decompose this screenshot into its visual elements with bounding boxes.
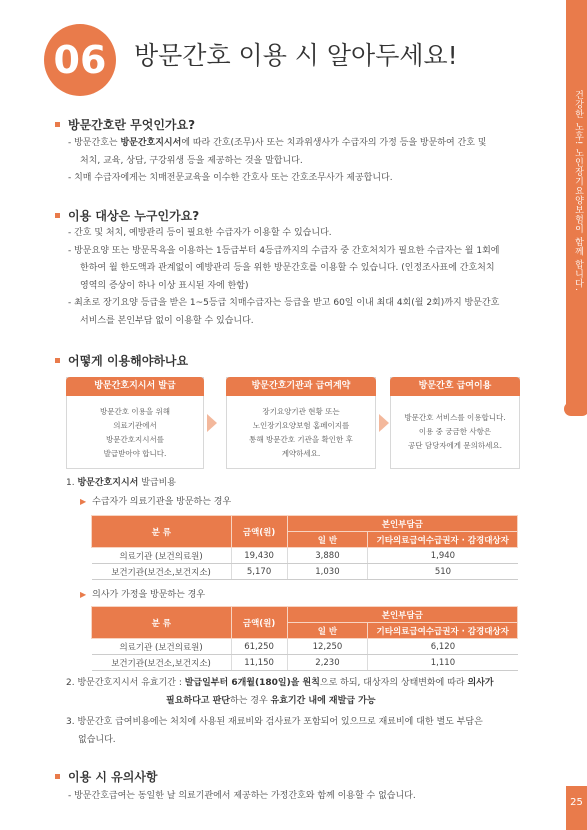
cost-item-2 xyxy=(66,675,536,710)
col-header-amount: 금액(원) xyxy=(231,516,287,548)
cost-table-home-visit xyxy=(91,606,518,671)
table-cell: 11,150 xyxy=(231,655,287,671)
table-cell: 6,120 xyxy=(368,639,518,655)
text: 최초로 장기요양 등급을 받은 1~5등급 치매수급자는 등급을 받고 60일 이내 최대 4회(월 2회)까지 방문간호 xyxy=(74,298,500,308)
what-paragraph xyxy=(68,135,538,188)
table-cell: 1,030 xyxy=(287,564,368,580)
flow-step-body xyxy=(391,411,519,453)
text: 으로 하되, 대상자의 상태변화에 따라 xyxy=(319,678,468,688)
item-number: 1. xyxy=(66,478,75,488)
text: 없습니다. xyxy=(78,734,116,745)
bold-text: 필요하다고 판단 xyxy=(166,695,230,706)
page-number-box xyxy=(566,786,587,830)
text: 노인장기요양보험 홈페이지를 xyxy=(252,421,350,430)
who-line xyxy=(68,260,543,278)
bullet-icon xyxy=(55,213,60,218)
text: 발급비용 xyxy=(138,478,176,488)
text: 방문간호 이용을 위해 xyxy=(100,407,170,416)
table-cell: 의료기관 (보건의료원) xyxy=(92,548,232,564)
table-header-row xyxy=(92,516,518,532)
bold-text: 방문간호지시서 xyxy=(120,138,182,148)
table-cell: 12,250 xyxy=(287,639,368,655)
col-header-amount: 금액(원) xyxy=(231,607,287,639)
what-line: - 치매 수급자에게는 치매전문교육을 이수한 간호사 또는 간호조무사가 제공합니다. xyxy=(68,173,393,183)
table-cell: 61,250 xyxy=(231,639,287,655)
flow-step-body xyxy=(67,405,203,461)
col-header-category: 분 류 xyxy=(92,607,232,639)
notes-line: - 방문간호급여는 동일한 날 의료기관에서 제공하는 가정간호와 함께 이용할 수 없습니다. xyxy=(68,791,416,801)
text: 한하여 월 한도액과 관계없이 예방관리 등을 위한 방문간호를 이용할 수 있습니다. (인정조사표에 간호처치 xyxy=(80,263,495,273)
bullet-icon xyxy=(55,358,60,363)
section-heading-notes xyxy=(55,768,158,785)
text: 서비스를 본인부담 없이 이용할 수 있습니다. xyxy=(80,315,254,326)
text: 방문간호는 xyxy=(74,138,121,148)
text: 장기요양기관 현황 또는 xyxy=(262,407,340,416)
what-line: - 방문간호는 방문간호지시서에 따라 간호(조무)사 또는 치과위생사가 수급자의 가정 등을 방문하여 간호 및 xyxy=(68,138,487,148)
table-cell: 5,170 xyxy=(231,564,287,580)
text: 영역의 증상이 하나 이상 표시된 자에 한함) xyxy=(80,280,249,291)
heading-text: 어떻게 이용해야하나요 xyxy=(68,354,189,368)
table-cell: 1,110 xyxy=(368,655,518,671)
flow-step-title: 방문간호지시서 발급 xyxy=(66,377,204,396)
col-header-reduced: 기타의료급여수급권자 · 감경대상자 xyxy=(368,532,518,548)
text: 방문간호 서비스를 이용합니다. xyxy=(404,413,506,422)
section-heading-who xyxy=(55,207,199,224)
flow-step-title: 방문간호기관과 급여계약 xyxy=(226,377,376,396)
table-row xyxy=(92,564,518,580)
text: 발급받아야 합니다. xyxy=(103,449,167,458)
text: 하는 경우 xyxy=(230,695,271,706)
table-header-row xyxy=(92,607,518,623)
text: 이용 중 궁금한 사항은 xyxy=(418,427,492,436)
bold-text: 의사가 xyxy=(467,678,494,688)
flow-step-body xyxy=(227,405,375,461)
flow-step-title: 방문간호 급여이용 xyxy=(390,377,520,396)
text: 처치, 교육, 상담, 구강위생 등을 제공하는 것을 말합니다. xyxy=(80,155,303,166)
cost-item-1 xyxy=(66,475,176,493)
text: 통해 방문간호 기관을 확인한 후 xyxy=(249,435,353,444)
text: 수급자가 의료기관을 방문하는 경우 xyxy=(92,497,232,507)
sidebar-tab-marker xyxy=(564,402,587,416)
table-row xyxy=(92,548,518,564)
text: 방문간호지시서 유효기간 : xyxy=(77,678,185,688)
col-header-general: 일 반 xyxy=(287,623,368,639)
text: 치매 수급자에게는 치매전문교육을 이수한 간호사 또는 간호조무사가 제공합니다. xyxy=(74,173,393,183)
item-line xyxy=(66,693,536,711)
who-line: - 방문요양 또는 방문목욕을 이용하는 1등급부터 4등급까지의 수급자 중 간호처치가 필요한 수급자는 월 1회에 xyxy=(68,245,500,256)
page-title: 방문간호 이용 시 알아두세요! xyxy=(134,41,458,70)
section-number-badge: 06 xyxy=(44,24,116,96)
section-heading-how xyxy=(55,352,188,369)
section-heading-what xyxy=(55,116,195,133)
case-2-title xyxy=(80,587,205,600)
case-1-title xyxy=(80,494,231,507)
table-row xyxy=(92,639,518,655)
table-cell: 2,230 xyxy=(287,655,368,671)
table-cell: 3,880 xyxy=(287,548,368,564)
who-paragraph xyxy=(68,225,543,330)
item-line xyxy=(66,714,536,732)
table-cell: 의료기관 (보건의료원) xyxy=(92,639,232,655)
table-cell: 510 xyxy=(368,564,518,580)
text: 방문간호급여는 동일한 날 의료기관에서 제공하는 가정간호와 함께 이용할 수 없습니다. xyxy=(74,791,416,801)
notes-paragraph xyxy=(68,788,538,806)
col-header-copay: 본인부담금 xyxy=(287,516,517,532)
heading-text: 이용 시 유의사항 xyxy=(68,770,158,784)
text: 계약하세요. xyxy=(281,449,321,458)
item-line xyxy=(66,675,536,693)
text: 간호 및 처치, 예방관리 등이 필요한 수급자가 이용할 수 있습니다. xyxy=(74,228,332,238)
flow-step-3 xyxy=(390,377,520,469)
flow-step-2 xyxy=(226,377,376,469)
what-line xyxy=(68,153,538,171)
bold-text: 유효기간 내에 재발급 가능 xyxy=(270,695,376,706)
triangle-right-icon: ▶ xyxy=(80,497,87,506)
col-header-category: 분 류 xyxy=(92,516,232,548)
triangle-right-icon: ▶ xyxy=(80,590,87,599)
page-number: 25 xyxy=(570,797,583,808)
flow-step-1 xyxy=(66,377,204,469)
heading-text: 이용 대상은 누구인가요? xyxy=(68,209,200,223)
col-header-copay: 본인부담금 xyxy=(287,607,517,623)
arrow-right-icon xyxy=(207,414,217,432)
item-line xyxy=(66,732,536,750)
bold-text: 방문간호지시서 xyxy=(77,478,139,488)
table-cell: 보건기관(보건소,보건지소) xyxy=(92,564,232,580)
bullet-icon xyxy=(55,774,60,779)
text: 방문요양 또는 방문목욕을 이용하는 1등급부터 4등급까지의 수급자 중 간호처치가 필요한 수급자는 월 1회에 xyxy=(74,245,500,256)
cost-table-clinic-visit xyxy=(91,515,518,580)
table-cell: 보건기관(보건소,보건지소) xyxy=(92,655,232,671)
bold-text: 발급일부터 6개월(180일)을 원칙 xyxy=(184,678,320,688)
cost-item-3 xyxy=(66,714,536,749)
text: 공단 담당자에게 문의하세요. xyxy=(407,441,503,450)
col-header-general: 일 반 xyxy=(287,532,368,548)
who-line xyxy=(68,278,543,296)
bullet-icon xyxy=(55,122,60,127)
sidebar-slogan: 건강한 노후! 노인장기요양보험이 함께 합니다. xyxy=(573,90,583,292)
col-header-reduced: 기타의료급여수급권자 · 감경대상자 xyxy=(368,623,518,639)
item-number: 2. xyxy=(66,678,75,688)
heading-text: 방문간호란 무엇인가요? xyxy=(68,118,196,132)
text: 에 따라 간호(조무)사 또는 치과위생사가 수급자의 가정 등을 방문하여 간호 및 xyxy=(181,138,487,148)
table-row xyxy=(92,655,518,671)
table-cell: 1,940 xyxy=(368,548,518,564)
arrow-right-icon xyxy=(379,414,389,432)
text: 방문간호지시서를 xyxy=(106,435,164,444)
text: 의사가 가정을 방문하는 경우 xyxy=(92,590,206,600)
item-number: 3. xyxy=(66,717,75,727)
who-line: - 간호 및 처치, 예방관리 등이 필요한 수급자가 이용할 수 있습니다. xyxy=(68,228,332,238)
text: 방문간호 급여비용에는 처치에 사용된 재료비와 검사료가 포함되어 있으므로 재료비에 대한 별도 부담은 xyxy=(77,717,483,727)
who-line xyxy=(68,313,543,331)
text: 의료기관에서 xyxy=(113,421,157,430)
table-cell: 19,430 xyxy=(231,548,287,564)
who-line: - 최초로 장기요양 등급을 받은 1~5등급 치매수급자는 등급을 받고 60일 이내 최대 4회(월 2회)까지 방문간호 xyxy=(68,298,500,308)
